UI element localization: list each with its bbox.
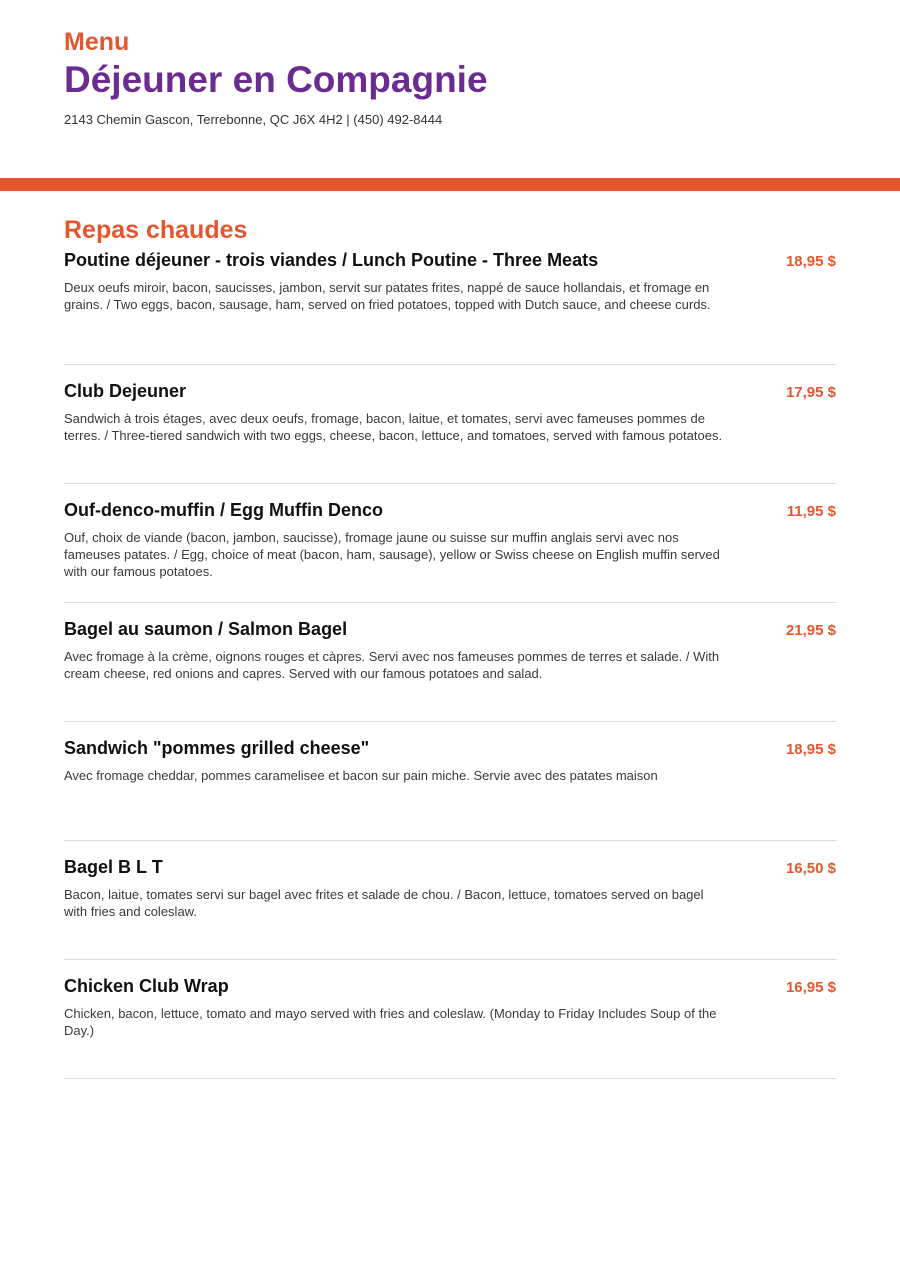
menu-item [64, 483, 836, 602]
menu-item [64, 840, 836, 959]
menu-item [64, 721, 836, 840]
menu-item-description: Avec fromage cheddar, pommes caramelisee et bacon sur pain miche. Servie avec des patates maison [64, 768, 658, 783]
menu-item-name: Poutine déjeuner - trois viandes / Lunch Poutine - Three Meats [64, 250, 599, 270]
menu-item [64, 602, 836, 721]
restaurant-address: 2143 Chemin Gascon, Terrebonne, QC J6X 4H2 | (450) 492-8444 [64, 112, 443, 127]
menu-section [64, 214, 836, 1079]
menu-label: Menu [64, 28, 130, 56]
menu-item [64, 246, 836, 364]
menu-item-name: Chicken Club Wrap [64, 976, 229, 996]
menu-item-price: 17,95 $ [785, 384, 836, 401]
accent-divider-bar [0, 178, 900, 191]
restaurant-name: Déjeuner en Compagnie [64, 59, 488, 100]
menu-item [64, 959, 836, 1078]
menu-item-price: 11,95 $ [786, 503, 836, 520]
menu-item-name: Sandwich "pommes grilled cheese" [64, 738, 370, 758]
menu-item-price: 16,95 $ [785, 979, 836, 996]
menu-item-price: 16,50 $ [785, 860, 836, 877]
menu-header [0, 0, 900, 150]
menu-item-description: Ouf, choix de viande (bacon, jambon, saucisse), fromage jaune ou suisse sur muffin anglais servi avec nos fameuses patates. / Egg, choice of meat (bacon, ham, sausage), yellow or Swiss cheese on English muffin served with our famous potatoes. [64, 530, 720, 579]
menu-item-description: Avec fromage à la crème, oignons rouges et càpres. Servi avec nos fameuses pommes de terres et salade. / With cream cheese, red onions and capres. Served with our famous potatoes and salad. [64, 649, 720, 681]
menu-item-description: Chicken, bacon, lettuce, tomato and mayo served with fries and coleslaw. (Monday to Friday Includes Soup of the Day.) [64, 1006, 717, 1038]
menu-item-description: Sandwich à trois étages, avec deux oeufs, fromage, bacon, laitue, et tomates, servi avec fameuses pommes de terres. / Three-tiered sandwich with two eggs, cheese, bacon, lettuce, and tomatoes, served with famous potatoes. [64, 411, 723, 443]
menu-item [64, 364, 836, 483]
menu-item-description: Deux oeufs miroir, bacon, saucisses, jambon, servit sur patates frites, nappé de sauce hollandais, et fromage en grains. / Two eggs, bacon, sausage, ham, served on fried potatoes, topped with Dutch sauce, and cheese curds. [64, 280, 711, 312]
bottom-divider [64, 1078, 836, 1079]
menu-item-price: 21,95 $ [785, 622, 836, 639]
menu-item-name: Bagel au saumon / Salmon Bagel [64, 619, 348, 639]
menu-item-name: Bagel B L T [64, 857, 163, 877]
menu-item-price: 18,95 $ [785, 253, 836, 270]
menu-item-price: 18,95 $ [785, 741, 836, 758]
section-title: Repas chaudes [64, 216, 248, 244]
menu-item-name: Club Dejeuner [64, 381, 187, 401]
menu-item-name: Ouf-denco-muffin / Egg Muffin Denco [64, 500, 383, 520]
menu-item-description: Bacon, laitue, tomates servi sur bagel avec frites et salade de chou. / Bacon, lettuce, tomatoes served on bagel with fries and coleslaw. [64, 887, 704, 919]
